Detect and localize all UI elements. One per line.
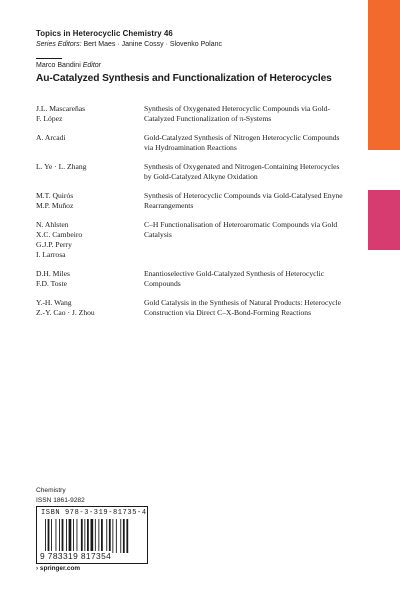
chapter-title: Enantioselective Gold-Catalyzed Synthesis of Heterocyclic Compounds [144, 269, 325, 288]
series-header [36, 28, 356, 50]
contents-list [36, 104, 356, 318]
chapter-title: Synthesis of Heterocyclic Compounds via Gold-Catalysed Enyne Rearrangements [144, 191, 343, 210]
barcode-bar [112, 519, 113, 553]
author-name: X.C. Cambeiro [36, 230, 83, 239]
barcode-bar [120, 519, 121, 553]
author-name: G.J.P. Perry [36, 240, 72, 249]
author-name: I. Larrosa [36, 250, 66, 259]
chapter-entry [36, 191, 356, 211]
chapter-title: Gold Catalysis in the Synthesis of Natural Products: Heterocycle Construction via Direct C–X-Bond-Forming Reactions [144, 298, 341, 317]
author-name: F.D. Toste [36, 279, 67, 288]
author-name: A. Arcadi [36, 133, 66, 142]
chapter-authors [36, 104, 144, 124]
chapter-entry [36, 220, 356, 260]
barcode-bar [98, 519, 99, 553]
barcode-bar [66, 519, 67, 553]
barcode-bar [48, 519, 50, 553]
author-name: Z.-Y. Cao · J. Zhou [36, 308, 95, 317]
series-editors-label: Series Editors: [36, 41, 82, 48]
barcode-bar [95, 519, 96, 553]
band-white-segment [368, 250, 400, 600]
barcode-bar [73, 519, 74, 553]
series-editors-names: Bert Maes · Janine Cossy · Slovenko Polanc [83, 41, 222, 48]
barcode-bar [45, 519, 46, 553]
series-title: Topics in Heterocyclic Chemistry 46 [36, 29, 173, 38]
chapter-entry [36, 298, 356, 318]
chapter-authors [36, 298, 144, 318]
barcode-bar [91, 519, 94, 553]
barcode-bar [116, 519, 117, 553]
barcode-bar [62, 519, 64, 553]
author-name: L. Ye · L. Zhang [36, 162, 87, 171]
footer-info [36, 486, 85, 506]
author-name: F. López [36, 114, 63, 123]
band-gap [368, 150, 400, 190]
barcode-bar [84, 519, 85, 553]
band-pink-segment [368, 190, 400, 250]
barcode-bars [45, 519, 141, 553]
volume-editor [36, 62, 101, 69]
isbn-barcode [36, 506, 148, 564]
chapter-authors [36, 191, 144, 211]
barcode-bar [101, 519, 103, 553]
chapter-authors [36, 269, 144, 289]
author-name: M.T. Quirós [36, 191, 74, 200]
author-name: M.P. Muñoz [36, 201, 74, 210]
header-rule [36, 58, 62, 59]
barcode-bar [51, 519, 52, 553]
barcode-bar [56, 519, 57, 553]
band-orange-segment [368, 0, 400, 150]
barcode-bar [123, 519, 125, 553]
issn: ISSN 1861-9282 [36, 497, 85, 504]
chapter-authors [36, 133, 144, 153]
barcode-bar [109, 519, 111, 553]
book-title: Au-Catalyzed Synthesis and Functionalization of Heterocycles [36, 73, 332, 84]
chapter-title: Synthesis of Oxygenated and Nitrogen-Containing Heterocycles by Gold-Catalyzed Alkyne Oxidation [144, 162, 340, 181]
barcode-bar [77, 519, 78, 553]
chapter-entry [36, 104, 356, 124]
isbn-text: ISBN 978-3-319-81735-4 [41, 509, 147, 517]
editor-label: Editor [82, 62, 101, 69]
chapter-entry [36, 162, 356, 182]
chapter-authors [36, 220, 144, 260]
author-name: N. Ahlsten [36, 220, 69, 229]
color-band [368, 0, 400, 600]
subject-label: Chemistry [36, 487, 66, 494]
chapter-entry [36, 269, 356, 289]
barcode-bar [106, 519, 107, 553]
chapter-title: Synthesis of Oxygenated Heterocyclic Compounds via Gold-Catalyzed Functionalization of π-Systems [144, 104, 331, 123]
editor-name: Marco Bandini [36, 62, 81, 69]
barcode-bar [126, 519, 128, 553]
barcode-bar [59, 519, 60, 553]
chapter-title: C–H Functionalisation of Heteroaromatic Compounds via Gold Catalysis [144, 220, 338, 239]
author-name: J.L. Mascareñas [36, 104, 86, 113]
barcode-bar [87, 519, 89, 553]
chapter-title: Gold-Catalyzed Synthesis of Nitrogen Heterocyclic Compounds via Hydroamination Reactions [144, 133, 340, 152]
chapter-authors [36, 162, 144, 182]
barcode-bar [69, 519, 72, 553]
barcode-digits: 9 783319 817354 [40, 551, 112, 561]
publisher-link[interactable]: › springer.com [36, 565, 81, 572]
barcode-bar [81, 519, 83, 553]
author-name: Y.-H. Wang [36, 298, 72, 307]
author-name: D.H. Miles [36, 269, 70, 278]
chapter-entry [36, 133, 356, 153]
series-editors [36, 39, 356, 50]
